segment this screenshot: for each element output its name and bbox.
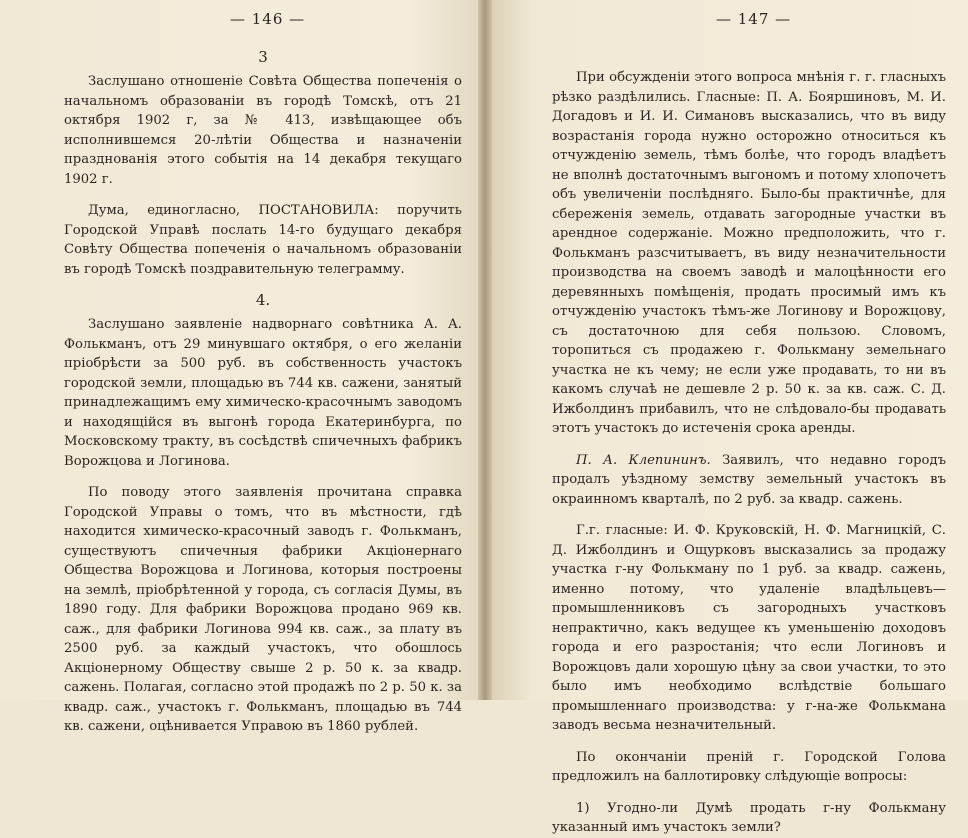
paragraph: Заслушано отношеніе Совѣта Общества попеченія о начальномъ образованіи въ городѣ Томскѣ, отъ 21 октября 1902 г, за № 413, извѣщающее объ исполнившемся 20-лѣтіи Общества и назначеніи празднованія этого событія на 14 декабря текущаго 1902 г. bbox=[64, 74, 462, 187]
paragraph-text: Заявилъ, что недавно городъ продалъ уѣздному земству земельный участокъ въ окраинномъ кварталѣ, по 2 руб. за квадр. сажень. bbox=[552, 452, 946, 507]
paragraph: Дума, единогласно, ПОСТАНОВИЛА: поручить Городской Управѣ послать 14-го будущаго декабря Совѣту Общества попеченія о начальномъ образованіи въ городѣ Томскѣ поздравительную телеграмму. bbox=[64, 203, 462, 277]
book-gutter bbox=[478, 0, 492, 700]
section-number-4: 4. bbox=[255, 291, 271, 309]
paragraph: Заслушано заявленіе надворнаго совѣтника А. А. Фолькманъ, отъ 29 минувшаго октября, о его желаніи пріобрѣсти за 500 руб. въ собственность участокъ городской земли, площадью въ 744 кв. сажени, занятый принадлежащимъ ему химическо-красочнымъ заводомъ и находящійся въ выгонѣ города Екатеринбурга, по Московскому тракту, въ сосѣдствѣ спичечныхъ фабрикъ Ворожцова и Логинова. bbox=[64, 317, 462, 469]
speaker-name: П. А. Клепининъ. bbox=[576, 452, 711, 468]
right-page bbox=[484, 0, 968, 835]
left-page bbox=[0, 0, 484, 734]
question-item: 1) Угодно-ли Думѣ продать г-ну Фолькману указанный имъ участокъ земли? bbox=[552, 800, 946, 835]
paragraph: При обсужденіи этого вопроса мнѣнія г. г. гласныхъ рѣзко раздѣлились. Гласные: П. А. Бояршиновъ, М. И. Догадовъ и И. И. Симановъ высказались, что въ виду возрастанія города нужно осторожно относиться къ отчужденію земель, тѣмъ болѣе, что городъ владѣетъ не вполнѣ достаточнымъ выгономъ и потому хлопочетъ объ увеличеніи послѣдняго. Было-бы практичнѣе, для сбереженія земель, отдавать загородные участки въ арендное содержаніе. Можно предположить, что г. Фолькманъ разсчитываетъ, въ виду незначительности производства на своемъ заводѣ и малоцѣнности его деревянныхъ помѣщенія, продать просимый имъ къ отчужденію участокъ тѣмъ-же Логинову и Ворожцову, съ достаточною для себя пользою. Словомъ, торопиться съ продажею г. Фолькману земельнаго участка не къ чему; не если уже продавать, то ни въ какомъ случаѣ не дешевле 2 р. 50 к. за кв. саж. С. Д. Ижболдинъ прибавилъ, что не слѣдовало-бы продавать этотъ участокъ до истеченія срока аренды. bbox=[552, 70, 946, 436]
page-number-right: — 147 — bbox=[716, 10, 792, 28]
page-number-left: — 146 — bbox=[230, 10, 306, 28]
section-number-3: 3 bbox=[258, 48, 268, 66]
paragraph: По окончаніи преній г. Городской Голова предложилъ на баллотировку слѣдующіе вопросы: bbox=[552, 749, 946, 784]
paragraph: Г.г. гласные: И. Ф. Круковскій, Н. Ф. Магницкій, С. Д. Ижболдинъ и Ощурковъ высказались за продажу участка г-ну Фолькману по 1 руб. за квадр. сажень, именно потому, что удаленіе владѣльцевъ—промышленниковъ съ загородныхъ участковъ непрактично, какъ ведущее къ уменьшенію доходовъ города и его разростанія; что если Логиновъ и Ворожцовъ дали хорошую цѣну за свои участки, то это было имъ необходимо вслѣдствіе большаго промышленнаго производства: у г-на-же Фолькмана заводъ весьма незначительный. bbox=[552, 523, 946, 733]
paragraph bbox=[552, 451, 946, 510]
paragraph: По поводу этого заявленія прочитана справка Городской Управы о томъ, что въ мѣстности, гдѣ находится химическо-красочный заводъ г. Фолькманъ, существуютъ спичечныя фабрики Акціонернаго Общества Ворожцова и Логинова, которыя построены на землѣ, пріобрѣтенной у города, съ согласія Думы, въ 1890 году. Для фабрики Ворожцова продано 969 кв. саж., для фабрики Логинова 994 кв. саж., за плату въ 2500 руб. за каждый участокъ, что обошлось Акціонерному Обществу свыше 2 р. 50 к. за квадр. сажень. Полагая, согласно этой продажѣ по 2 р. 50 к. за квадр. саж., участокъ г. Фолькманъ, площадью въ 744 кв. сажени, оцѣнивается Управою въ 1860 рублей. bbox=[64, 485, 462, 734]
